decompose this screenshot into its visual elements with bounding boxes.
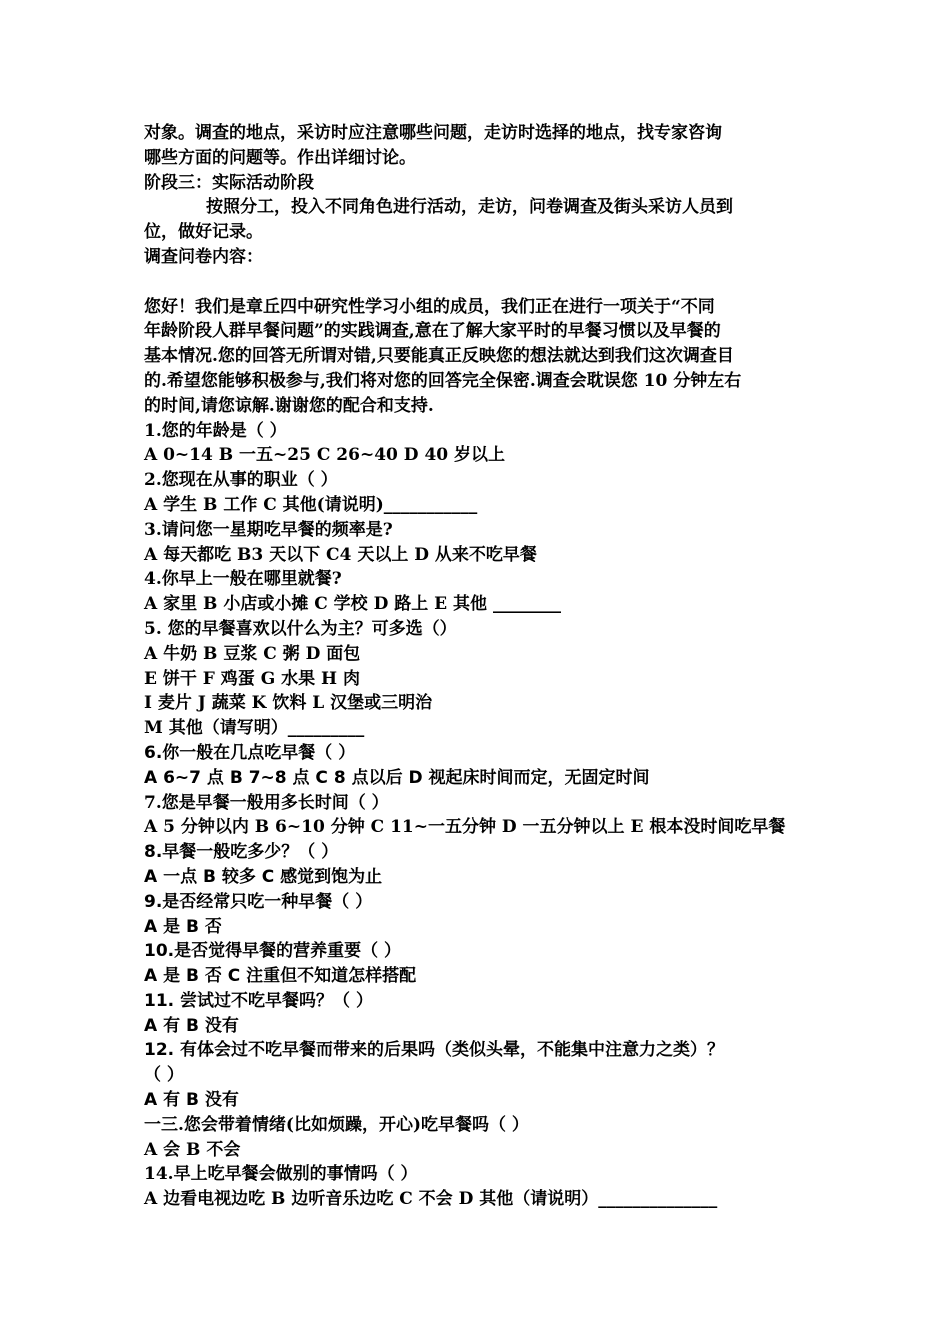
question-5-options: M 其他（请写明）_________ bbox=[144, 718, 365, 739]
question-14: 14.早上吃早餐会做别的事情吗（ ） bbox=[144, 1164, 418, 1185]
blank-line bbox=[144, 270, 814, 295]
question-4: 4.你早上一般在哪里就餐? bbox=[144, 569, 342, 590]
question-12-options: A 有 B 没有 bbox=[144, 1090, 239, 1111]
question-11-options: A 有 B 没有 bbox=[144, 1015, 239, 1036]
question-4-options: A 家里 B 小店或小摊 C 学校 D 路上 E 其他 ________ bbox=[144, 594, 561, 615]
question-12: 12. 有体会过不吃早餐而带来的后果吗（类似头晕，不能集中注意力之类）？ bbox=[144, 1040, 725, 1061]
question-1-options: A 0~14 B 一五~25 C 26~40 D 40 岁以上 bbox=[144, 445, 506, 466]
question-6-options: A 6~7 点 B 7~8 点 C 8 点以后 D 视起床时间而定，无固定时间 bbox=[144, 767, 650, 788]
intro-line: 哪些方面的问题等。作出详细讨论。 bbox=[144, 147, 416, 168]
question-8: 8.早餐一般吃多少？（ ） bbox=[144, 842, 339, 863]
question-5-options: A 牛奶 B 豆浆 C 粥 D 面包 bbox=[144, 643, 361, 664]
question-3: 3.请问您一星期吃早餐的频率是? bbox=[144, 519, 393, 540]
question-12-cont: （ ） bbox=[144, 1065, 184, 1086]
question-1: 1.您的年龄是（ ） bbox=[144, 420, 287, 441]
greeting-line: 的.希望您能够积极参与,我们将对您的回答完全保密.调查会耽误您 10 分钟左右 bbox=[144, 370, 742, 391]
questionnaire-heading: 调查问卷内容： bbox=[144, 246, 263, 267]
question-8-options: A 一点 B 较多 C 感觉到饱为止 bbox=[144, 866, 383, 887]
question-10: 10.是否觉得早餐的营养重要（ ） bbox=[144, 941, 402, 962]
question-2-options: A 学生 B 工作 C 其他(请说明)___________ bbox=[144, 494, 478, 515]
question-7: 7.您是早餐一般用多长时间（ ） bbox=[144, 792, 389, 813]
question-5: 5. 您的早餐喜欢以什么为主？可多选（） bbox=[144, 618, 457, 639]
question-5-options: I 麦片 J 蔬菜 K 饮料 L 汉堡或三明治 bbox=[144, 693, 433, 714]
question-9-options: A 是 B 否 bbox=[144, 916, 222, 937]
greeting-line: 基本情况.您的回答无所谓对错,只要能真正反映您的想法就达到我们这次调查目 bbox=[144, 346, 734, 367]
stage-paragraph-cont: 位，做好记录。 bbox=[144, 222, 263, 243]
greeting-line: 的时间,请您谅解.谢谢您的配合和支持. bbox=[144, 395, 434, 416]
stage-paragraph: 按照分工，投入不同角色进行活动，走访，问卷调查及街头采访人员到 bbox=[206, 197, 733, 218]
question-9: 9.是否经常只吃一种早餐（ ） bbox=[144, 891, 373, 912]
question-10-options: A 是 B 否 C 注重但不知道怎样搭配 bbox=[144, 966, 417, 987]
greeting-line: 您好！我们是章丘四中研究性学习小组的成员，我们正在进行一项关于“不同 bbox=[144, 296, 715, 317]
question-11: 11. 尝试过不吃早餐吗？（ ） bbox=[144, 990, 373, 1011]
question-13-options: A 会 B 不会 bbox=[144, 1139, 241, 1160]
question-14-options: A 边看电视边吃 B 边听音乐边吃 C 不会 D 其他（请说明）______________ bbox=[144, 1189, 718, 1210]
question-5-options: E 饼干 F 鸡蛋 G 水果 H 肉 bbox=[144, 668, 361, 689]
question-7-options: A 5 分钟以内 B 6~10 分钟 C 11~一五分钟 D 一五分钟以上 E 根本没时间吃早餐 bbox=[144, 817, 786, 838]
greeting-line: 年龄阶段人群早餐问题”的实践调查,意在了解大家平时的早餐习惯以及早餐的 bbox=[144, 321, 721, 342]
document-page bbox=[144, 121, 814, 1212]
intro-line: 对象。调查的地点，采访时应注意哪些问题，走访时选择的地点，找专家咨询 bbox=[144, 123, 722, 143]
question-13: 一三.您会带着情绪(比如烦躁，开心)吃早餐吗（ ） bbox=[144, 1114, 529, 1135]
stage-heading: 阶段三：实际活动阶段 bbox=[144, 172, 314, 193]
question-2: 2.您现在从事的职业（ ） bbox=[144, 470, 338, 491]
question-3-options: A 每天都吃 B3 天以下 C4 天以上 D 从来不吃早餐 bbox=[144, 544, 537, 565]
question-6: 6.你一般在几点吃早餐（ ） bbox=[144, 742, 356, 763]
